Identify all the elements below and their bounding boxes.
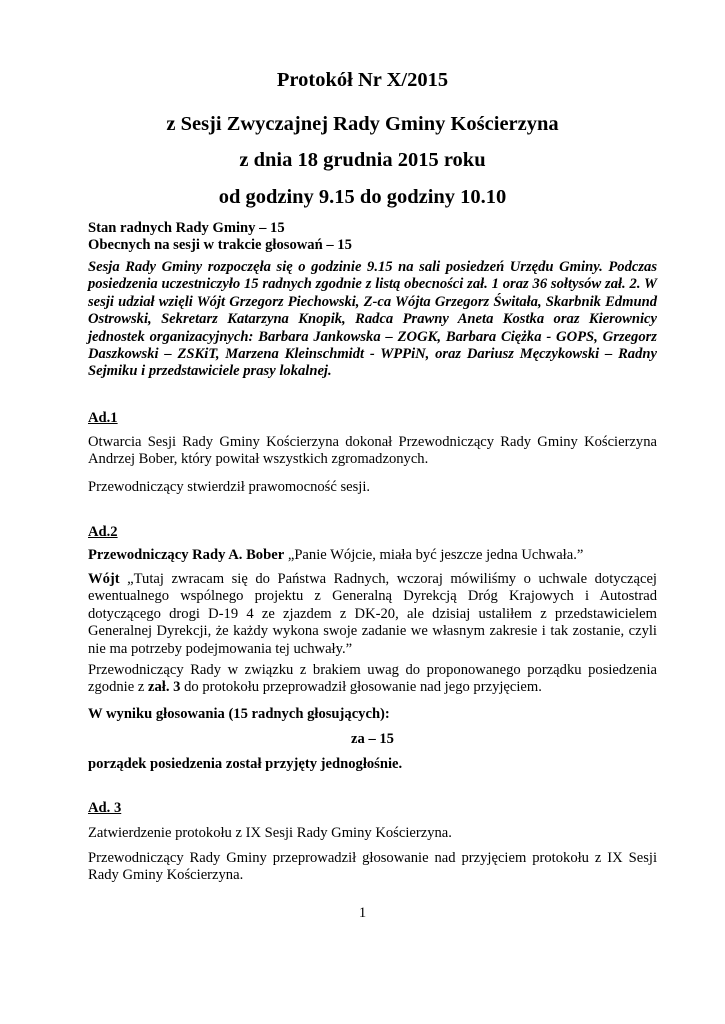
- speaker-name: Wójt: [88, 571, 120, 587]
- speaker-quote: „Panie Wójcie, miała być jeszcze jedna Uchwała.”: [284, 547, 584, 563]
- vote-conclusion: porządek posiedzenia został przyjęty jednogłośnie.: [88, 756, 403, 772]
- ad2-paragraph-chairman: [88, 547, 657, 564]
- ad1-paragraph-opening: Otwarcia Sesji Rady Gminy Kościerzyna dokonał Przewodniczący Rady Gminy Kościerzyna Andrzej Bober, który powitał wszystkich zgromadzonych.: [88, 434, 657, 468]
- councillors-count: Stan radnych Rady Gminy – 15: [88, 220, 285, 236]
- intro-paragraph: Sesja Rady Gminy rozpoczęła się o godzinie 9.15 na sali posiedzeń Urzędu Gminy. Podczas posiedzenia uczestniczyło 15 radnych zgodnie z listą obecności zał. 1 oraz 36 sołtysów zał. 2. W sesji udział wzięli Wójt Grzegorz Piechowski, Z-ca Wójta Grzegorz Świtała, Skarbnik Edmund Ostrowski, Sekretarz Katarzyna Knopik, Radca Prawny Aneta Kostka oraz Kierownicy jednostek organizacyjnych: Barbara Jankowska – ZOGK, Barbara Ciężka - GOPS, Grzegorz Daszkowski – ZSKiT, Marzena Kleinschmidt - WPPiN, oraz Dariusz Męczykowski – Radny Sejmiku i przedstawiciele prasy lokalnej.: [88, 259, 657, 380]
- section-heading-ad2: Ad.2: [88, 524, 118, 540]
- ad1-paragraph-validity: Przewodniczący stwierdził prawomocność sesji.: [88, 479, 371, 495]
- speaker-name: Przewodniczący Rady A. Bober: [88, 547, 285, 563]
- ad2-paragraph-mayor: [88, 571, 657, 658]
- speaker-quote: „Tutaj zwracam się do Państwa Radnych, wczoraj mówiliśmy o uchwale dotyczącej ewentualnego wspólnego projektu z Generalną Dyrekcją Dróg Krajowych i Autostrad dotyczącego drogi D-19 4 ze zjazdem z DK-20, ale dzisiaj ustaliłem z przedstawicielem Generalnej Dyrekcji, że każdy wykona swoje zadanie we własnym zakresie i tak zostanie, czyli nie ma potrzeby podejmowania tej uchwały.”: [88, 571, 657, 657]
- section-heading-ad1: Ad.1: [88, 410, 118, 426]
- document-title: Protokół Nr X/2015: [276, 69, 449, 91]
- document-date: z dnia 18 grudnia 2015 roku: [239, 149, 486, 171]
- document-time: od godziny 9.15 do godziny 10.10: [218, 186, 507, 208]
- document-subtitle: z Sesji Zwyczajnej Rady Gminy Kościerzyna: [166, 113, 559, 135]
- vote-header: W wyniku głosowania (15 radnych głosujących):: [88, 706, 390, 722]
- attachment-reference: zał. 3: [147, 679, 181, 696]
- page-number: 1: [358, 905, 367, 921]
- present-count: Obecnych na sesji w trakcie głosowań – 15: [88, 237, 352, 253]
- ad3-paragraph-vote: Przewodniczący Rady Gminy przeprowadził głosowanie nad przyjęciem protokołu z IX Sesji Rady Gminy Kościerzyna.: [88, 850, 657, 884]
- vote-result: za – 15: [351, 731, 394, 747]
- section-heading-ad3: Ad. 3: [88, 800, 122, 816]
- ad2-paragraph-agenda-vote: Przewodniczący Rady w związku z brakiem uwag do proponowanego porządku posiedzenia zgodnie z zał. 3 do protokołu przeprowadził głosowanie nad jego przyjęciem.: [88, 662, 657, 696]
- ad3-paragraph-topic: Zatwierdzenie protokołu z IX Sesji Rady Gminy Kościerzyna.: [88, 825, 452, 841]
